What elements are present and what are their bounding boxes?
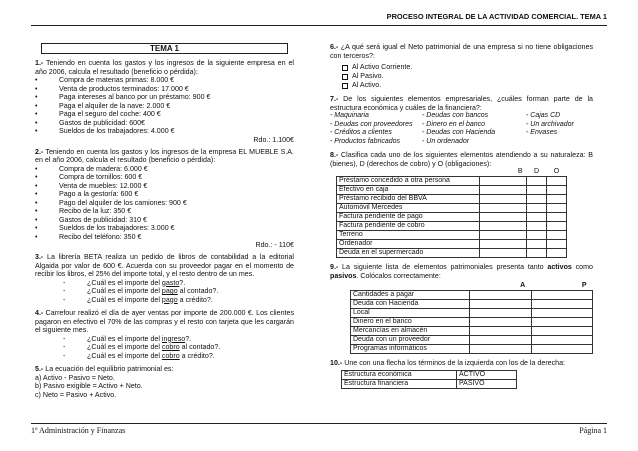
answer-cell-p[interactable] — [531, 336, 592, 345]
q4-list — [35, 335, 294, 361]
grid-cell: - Deudas con Hacienda — [422, 129, 496, 136]
left-column — [35, 43, 294, 399]
grid-cell: - Deudas con bancos — [422, 112, 489, 119]
table-row — [330, 129, 590, 138]
grid-cell: - Un ordenador — [422, 137, 470, 145]
list-item: • Gastos de publicidad: 600€ — [35, 119, 294, 128]
q4-number: 4.- — [35, 309, 44, 317]
table-row — [337, 177, 567, 186]
answer-cell-o[interactable] — [547, 204, 567, 213]
list-item: • Compra de madera: 6.000 € — [35, 165, 294, 174]
table-row — [342, 379, 517, 388]
q5-statement — [35, 365, 294, 374]
q6-number: 6.- — [330, 43, 339, 51]
answer-cell-b[interactable] — [480, 240, 527, 249]
grid-cell: - Deudas con proveedores — [330, 120, 413, 128]
table-header-row — [337, 168, 567, 177]
answer-cell-p[interactable] — [531, 309, 592, 318]
answer-cell-p[interactable] — [531, 318, 592, 327]
footer-course: 1º Administración y Finanzas — [31, 426, 126, 435]
answer-cell-b[interactable] — [480, 222, 527, 231]
left-term[interactable]: Estructura financiera — [342, 379, 457, 388]
answer-cell-o[interactable] — [547, 177, 567, 186]
right-column — [330, 43, 593, 389]
q5-option-b: b) Pasivo exigible = Activo + Neto. — [35, 382, 143, 390]
q1-number: 1.- — [35, 59, 44, 67]
q2-text: Teniendo en cuenta los gastos y los ingresos de la empresa EL MUEBLE S.A. en el año 2006, calcula el resultado (beneficio o pérdida): — [35, 147, 294, 164]
answer-cell-d[interactable] — [527, 231, 547, 240]
row-label: Local — [351, 309, 470, 318]
row-label: Deuda con un proveedor — [351, 336, 470, 345]
row-label: Factura pendiente de pago — [337, 213, 480, 222]
right-term[interactable]: PASIVO — [457, 379, 517, 388]
q10-number: 10.- — [330, 359, 343, 368]
grid-cell: - Créditos a clientes — [330, 129, 392, 136]
table-row — [337, 195, 567, 204]
column-header: O — [553, 168, 560, 176]
q2-list — [35, 165, 294, 242]
q8-statement — [330, 151, 593, 168]
grid-cell: - Maquinaria — [330, 112, 369, 119]
row-label: Automóvil Mercedes — [337, 204, 480, 213]
answer-cell-a[interactable] — [470, 327, 531, 336]
row-label: Cantidades a pagar — [351, 291, 470, 300]
table-row — [351, 336, 593, 345]
q4-text: Carrefour realizó el día de ayer ventas por importe de 200.000 €. Los clientes pagaron en efectivo el 70% de las compras y el resto con tarjeta que les cargarán el siguiente mes. — [35, 309, 294, 334]
answer-cell-o[interactable] — [547, 195, 567, 204]
table-row — [337, 222, 567, 231]
q1-statement — [35, 59, 294, 76]
table-row — [351, 291, 593, 300]
row-label: Ordenador — [337, 240, 480, 249]
row-label: Programas informáticos — [351, 345, 470, 354]
row-label: Dinero en el banco — [351, 318, 470, 327]
table-row — [337, 213, 567, 222]
grid-cell: - Envases — [526, 129, 558, 136]
list-item: • Compra de materias primas: 8.000 € — [35, 76, 294, 85]
q7-number: 7.- — [330, 95, 339, 103]
table-row — [330, 138, 590, 147]
q1-result: Rdo.: 1.100€ — [253, 135, 294, 144]
table-row — [337, 231, 567, 240]
column-header: A — [520, 282, 526, 290]
footer-page-number: Página 1 — [579, 426, 607, 435]
answer-cell-o[interactable] — [547, 222, 567, 231]
row-label: Préstamo concedido a otra persona — [337, 177, 480, 186]
q6-options — [330, 63, 593, 90]
table-row — [351, 318, 593, 327]
answer-cell-o[interactable] — [547, 240, 567, 249]
answer-cell-d[interactable] — [527, 177, 547, 186]
footer-rule — [31, 423, 607, 424]
left-term[interactable]: Estructura económica — [342, 370, 457, 379]
table-row — [351, 327, 593, 336]
grid-cell: - Cajas CD — [526, 112, 561, 119]
answer-cell-d[interactable] — [527, 186, 547, 195]
table-row — [351, 300, 593, 309]
column-header: B — [517, 168, 523, 176]
answer-cell-d[interactable] — [527, 240, 547, 249]
list-item: • Venta de productos terminados: 17.000 € — [35, 85, 294, 94]
q3-text: La librería BETA realiza un pedido de libros de contabilidad a la editorial Algaida por valor de 600 €. Acuerda con su proveedor pagar en el momento de recibir los libros, el 25% del importe total, y el resto dentro de un mes. — [35, 253, 294, 278]
q9-number: 9.- — [330, 263, 339, 272]
q4-statement — [35, 309, 294, 335]
row-label: Mercancías en almacén — [351, 327, 470, 336]
q3-number: 3.- — [35, 253, 44, 261]
answer-cell-b[interactable] — [480, 213, 527, 222]
list-item: • Recibo de la luz: 350 € — [35, 207, 294, 216]
answer-cell-a[interactable] — [470, 345, 531, 354]
tema-title: TEMA 1 — [41, 43, 288, 54]
answer-cell-a[interactable] — [470, 336, 531, 345]
grid-cell — [526, 138, 590, 147]
q3-statement — [35, 253, 294, 279]
answer-cell-a[interactable] — [470, 291, 531, 300]
q1-list — [35, 76, 294, 136]
q5-number: 5.- — [35, 365, 44, 373]
answer-cell-o[interactable] — [547, 213, 567, 222]
list-item: - ¿Cuál es el importe del cobro al contado?. — [35, 343, 294, 352]
list-item: • Paga intereses al banco por un préstamo: 900 € — [35, 93, 294, 102]
table-row — [337, 249, 567, 258]
answer-cell-p[interactable] — [531, 327, 592, 336]
q6-option: Al Activo. — [330, 81, 593, 90]
answer-cell-a[interactable] — [470, 300, 531, 309]
answer-cell-d[interactable] — [527, 249, 547, 258]
list-item: • Pago del alquiler de los camiones: 900 € — [35, 199, 294, 208]
q8-text: Clasifica cada uno de los siguientes elementos atendiendo a su naturaleza: B (bienes), D (derechos de cobro) y O (obligaciones): — [330, 151, 593, 168]
q9-table — [350, 282, 593, 354]
list-item: • Sueldos de los trabajadores: 3.000 € — [35, 224, 294, 233]
row-label: Deuda en el supermercado — [337, 249, 480, 258]
header-rule — [31, 25, 607, 26]
answer-cell-d[interactable] — [527, 195, 547, 204]
list-item: • Compra de tornillos: 600 € — [35, 173, 294, 182]
q6-statement — [330, 43, 593, 60]
right-term[interactable]: ACTIVO — [457, 370, 517, 379]
page-header-title: PROCESO INTEGRAL DE LA ACTIVIDAD COMERCIAL. TEMA 1 — [386, 12, 607, 21]
table-row — [337, 240, 567, 249]
table-row — [337, 204, 567, 213]
q5-option-a: a) Activo - Pasivo = Neto. — [35, 373, 115, 382]
q5-option-c: c) Neto = Pasivo + Activo. — [35, 390, 117, 399]
q5-text: La ecuación del equilibrio patrimonial es: — [43, 365, 174, 373]
answer-cell-o[interactable] — [547, 249, 567, 258]
q8-number: 8.- — [330, 151, 339, 159]
list-item: • Paga el seguro del coche: 400 € — [35, 110, 294, 119]
answer-cell-d[interactable] — [527, 213, 547, 222]
table-row — [351, 345, 593, 354]
answer-cell-p[interactable] — [531, 300, 592, 309]
list-item: - ¿Cuál es el importe del ingreso?. — [35, 335, 294, 344]
q7-items-grid — [330, 112, 590, 146]
list-item: - ¿Cuál es el importe del pago a crédito?. — [35, 296, 294, 305]
table-row — [330, 112, 590, 121]
answer-cell-d[interactable] — [527, 204, 547, 213]
table-header-row — [351, 282, 593, 291]
answer-cell-d[interactable] — [527, 222, 547, 231]
row-label: Efectivo en caja — [337, 186, 480, 195]
row-label: Préstamo recibido del BBVA — [337, 195, 480, 204]
answer-cell-b[interactable] — [480, 186, 527, 195]
column-header: D — [533, 168, 540, 176]
row-label: Factura pendiente de cobro — [337, 222, 480, 231]
list-item: • Pago a la gestoría: 600 € — [35, 190, 294, 199]
list-item: • Venta de muebles: 12.000 € — [35, 182, 294, 191]
q1-text: Teniendo en cuenta los gastos y los ingresos de la siguiente empresa en el año 2006, calcula el resultado (beneficio o pérdida): — [35, 59, 294, 76]
q6-option: Al Activo Corriente. — [330, 63, 593, 72]
answer-cell-b[interactable] — [480, 177, 527, 186]
q7-statement — [330, 95, 593, 112]
list-item: - ¿Cuál es el importe del cobro a crédito?. — [35, 352, 294, 361]
answer-cell-b[interactable] — [480, 249, 527, 258]
q10-table — [341, 370, 517, 389]
answer-cell-b[interactable] — [480, 195, 527, 204]
q7-text: De los siguientes elementos empresariales, ¿cuáles forman parte de la estructura económica y cuáles de la financiera?: — [330, 95, 593, 112]
q2-number: 2.- — [35, 147, 44, 156]
table-row — [330, 121, 590, 130]
table-row — [351, 309, 593, 318]
answer-cell-b[interactable] — [480, 204, 527, 213]
q3-list — [35, 279, 294, 305]
q9-statement: 9.- La siguiente lista de elementos patrimoniales presenta tanto activos como pasivos. Colócalos correctamente: — [330, 263, 593, 280]
row-label: Terreno — [337, 231, 480, 240]
q10-text: Une con una flecha los términos de la izquierda con los de la derecha: — [342, 359, 566, 368]
table-row — [337, 186, 567, 195]
grid-cell: - Un archivador — [526, 120, 574, 128]
q10-statement — [330, 359, 593, 368]
column-header: P — [581, 282, 587, 290]
list-item: • Sueldos de los trabajadores: 4.000 € — [35, 127, 294, 136]
answer-cell-p[interactable] — [531, 345, 592, 354]
list-item: - ¿Cuál es el importe del pago al contado?. — [35, 287, 294, 296]
q8-table — [336, 168, 567, 258]
q6-text: ¿A qué será igual el Neto patrimonial de una empresa si no tiene obligaciones con terceros?: — [330, 43, 593, 60]
q2-result: Rdo.: - 110€ — [255, 241, 294, 249]
table-row — [342, 370, 517, 379]
list-item: • Gastos de publicidad: 310 € — [35, 216, 294, 225]
answer-cell-o[interactable] — [547, 186, 567, 195]
list-item: - ¿Cuál es el importe del gasto?. — [35, 279, 294, 288]
grid-cell: - Dinero en el banco — [422, 120, 486, 128]
row-label: Deuda con Hacienda — [351, 300, 470, 309]
grid-cell: - Productos fabricados — [330, 137, 401, 145]
list-item: • Paga el alquiler de la nave: 2.000 € — [35, 102, 294, 111]
answer-cell-b[interactable] — [480, 231, 527, 240]
answer-cell-p[interactable] — [531, 291, 592, 300]
answer-cell-o[interactable] — [547, 231, 567, 240]
list-item: • Recibo del teléfono: 350 € — [35, 233, 294, 242]
answer-cell-a[interactable] — [470, 309, 531, 318]
q6-option: Al Pasivo. — [330, 72, 593, 81]
answer-cell-a[interactable] — [470, 318, 531, 327]
q2-statement — [35, 148, 294, 165]
